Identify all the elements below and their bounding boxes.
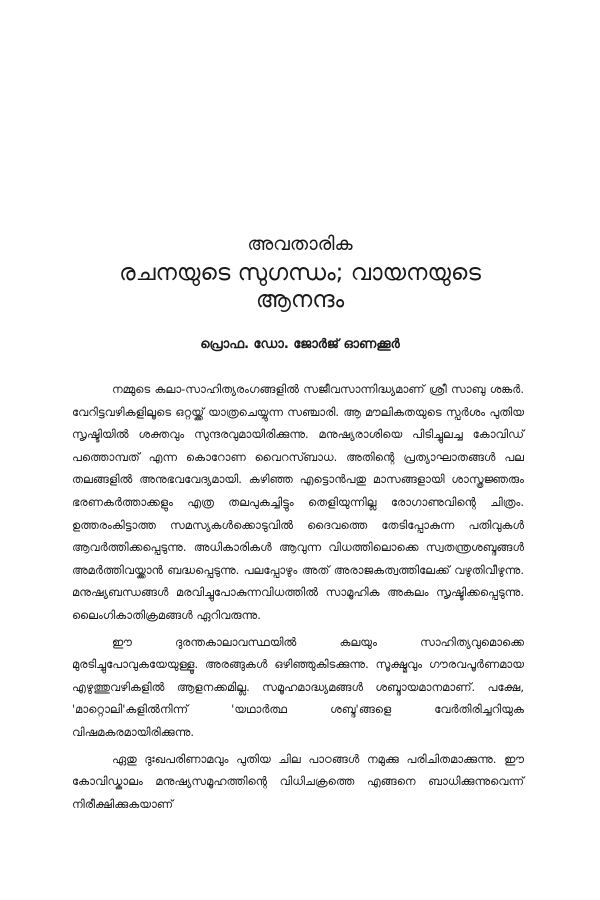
section-label: അവതാരിക — [247, 233, 353, 255]
chapter-heading — [60, 230, 540, 354]
paragraph-3: ഏതു ദുഃഖപരിണാമവും പുതിയ ചില പാഠങ്ങൾ നമുക്കു പരിചിതമാക്കുന്നു. ഈ കോവിഡ്കാലം മനുഷ്യസമൂഹത്തിന്റെ വിധിചക്രത്തെ എങ്ങനെ ബാധിക്കുന്നുവെന്ന് നിരീക്ഷിക്കുകയാണ് — [72, 751, 524, 811]
body-text — [72, 378, 524, 819]
chapter-title — [60, 260, 540, 314]
chapter-title-line-2: ആനന്ദം — [255, 287, 345, 313]
paragraph-2: ഈ ദുരന്തകാലാവസ്ഥയിൽ കലയും സാഹിത്യവുമൊക്കെ മുരടിച്ചുപോവുകയേയുള്ളൂ. അരങ്ങുകൾ ഒഴിഞ്ഞുകിടക്കുന്നു. സൂക്ഷ്മവും ഗൗരവപൂർണമായ എഴുത്തുവഴികളിൽ ആളനക്കമില്ല. സമൂഹമാദ്ധ്യമങ്ങൾ ശബ്ദായമാനമാണ്. പക്ഷേ, 'മാറ്റൊലി'കളിൽനിന്ന് 'യഥാർത്ഥ ശബ്ദ'ങ്ങളെ വേർതിരിച്ചറിയുക വിഷമകരമായിരിക്കുന്നു. — [72, 634, 524, 739]
chapter-title-line-1: രചനയുടെ സുഗന്ധം; വായനയുടെ — [119, 260, 481, 286]
paragraph-1: നമ്മുടെ കലാ-സാഹിത്യരംഗങ്ങളിൽ സജീവസാന്നിദ്ധ്യമാണ് ശ്രീ സാബു ശങ്കർ. വേറിട്ടവഴികളിലൂടെ ഒറ്റയ്ക്ക് യാത്രചെയ്യുന്ന സഞ്ചാരി. ആ മൗലികതയുടെ സ്പർശം പുതിയ സൃഷ്ടിയിൽ ശക്തവും സുന്ദരവുമായിരിക്കുന്നു. മനുഷ്യരാശിയെ പിടിച്ചുലച്ച കോവിഡ് പത്തൊമ്പത് എന്ന കൊറോണ വൈറസ്ബാധ. അതിന്റെ പ്രത്യാഘാതങ്ങൾ പല തലങ്ങളിൽ അനുഭവവേദ്യമായി. കഴിഞ്ഞ എട്ടൊൻപതു മാസങ്ങളായി ശാസ്ത്രജ്ഞരും ഭരണകർത്താക്കളും എത്ര തലപുകച്ചിട്ടും തെളിയുന്നില്ല രോഗാണുവിന്റെ ചിത്രം. ഉത്തരംകിട്ടാത്ത സമസ്യകൾക്കൊടുവിൽ ദൈവത്തെ തേടിപ്പോകുന്ന പതിവുകൾ ആവർത്തിക്കപ്പെടുന്നു. അധികാരികൾ ആവുന്ന വിധത്തിലൊക്കെ സ്വതന്ത്രശബ്ദങ്ങൾ അമർത്തിവയ്ക്കാൻ ബദ്ധപ്പെടുന്നു. പലപ്പോഴും അത് അരാജകത്വത്തിലേക്ക് വഴുതിവീഴുന്നു. മനുഷ്യബന്ധങ്ങൾ മരവിച്ചുപോകുന്നവിധത്തിൽ സാമൂഹിക അകലം സൃഷ്ടിക്കപ്പെടുന്നു. ലൈംഗികാതിക്രമങ്ങൾ ഏറിവരുന്നു. — [72, 382, 524, 622]
author-name: പ്രൊഫ. ഡോ. ജോർജ് ഓണക്കൂർ — [200, 337, 400, 352]
